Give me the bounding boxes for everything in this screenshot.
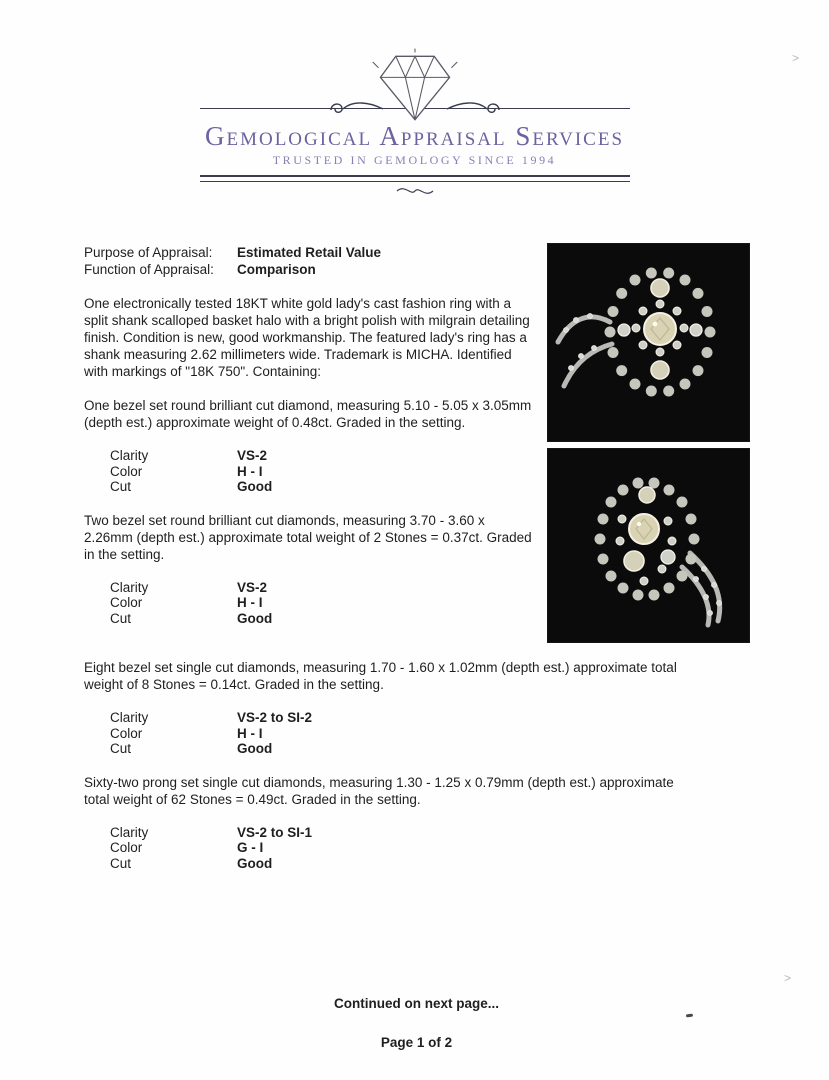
stone-1-grade-table — [110, 448, 536, 495]
scan-artifact: > — [792, 51, 800, 65]
stone-3-grade-table — [110, 710, 749, 757]
company-tagline: TRUSTED IN GEMOLOGY SINCE 1994 — [272, 153, 557, 167]
color-value: H - I — [237, 725, 263, 741]
color-label: Color — [110, 595, 143, 610]
grade-row — [110, 464, 536, 480]
color-value: G - I — [237, 840, 264, 855]
function-value: Comparison — [237, 262, 316, 277]
color-label: Color — [110, 725, 143, 741]
function-label: Function of Appraisal: — [84, 262, 214, 277]
color-label: Color — [110, 463, 143, 479]
clarity-label: Clarity — [110, 824, 149, 840]
purpose-value: Estimated Retail Value — [237, 245, 382, 260]
document-footer — [84, 995, 749, 1051]
ring-photo-2 — [548, 449, 749, 642]
color-label: Color — [110, 840, 143, 855]
cut-label: Cut — [110, 741, 132, 756]
stone-4-description: Sixty-two prong set single cut diamonds, measuring 1.30 - 1.25 x 0.79mm (depth est.) approximate total weight of 62 Stones = 0.49ct. Graded in the setting. — [84, 774, 674, 807]
stone-4-grade-table — [110, 825, 749, 872]
stone-2-description: Two bezel set round brilliant cut diamonds, measuring 3.70 - 3.60 x 2.26mm (depth est.) approximate total weight of 2 Stones = 0.37ct. Graded in the setting. — [84, 512, 532, 562]
grade-row — [110, 825, 749, 841]
scan-artifact: > — [784, 971, 792, 985]
grade-row — [110, 611, 536, 627]
ring-photo-1 — [548, 244, 749, 441]
ring-description: One electronically tested 18KT white gold lady's cast fashion ring with a split shank scalloped basket halo with a bright polish with milgrain detailing finish. Condition is new, good workmanship. The featured lady's ring has a shank measuring 2.62 millimeters wide. Trademark is MICHA. Identified with markings of "18K 750". Containing: — [84, 296, 530, 379]
grade-row — [110, 840, 749, 856]
grade-row — [110, 479, 536, 495]
clarity-value: VS-2 to SI-1 — [237, 824, 313, 840]
cut-value: Good — [237, 479, 273, 494]
grade-row — [110, 710, 749, 726]
company-title: Gemological Appraisal Services — [204, 121, 625, 151]
cut-value: Good — [237, 855, 273, 871]
cut-value: Good — [237, 741, 273, 756]
color-value: H - I — [237, 595, 263, 610]
grade-row — [110, 856, 749, 872]
cut-label: Cut — [110, 479, 132, 494]
text-column — [84, 244, 536, 626]
stone-1-description: One bezel set round brilliant cut diamond, measuring 5.10 - 5.05 x 3.05mm (depth est.) approximate weight of 0.48ct. Graded in the setting. — [84, 398, 532, 430]
document-header — [200, 0, 630, 200]
grade-row — [110, 741, 749, 757]
photo-column — [548, 244, 749, 642]
clarity-label: Clarity — [110, 710, 149, 725]
clarity-value: VS-2 — [237, 579, 268, 595]
document-body — [0, 200, 829, 1051]
grade-row — [110, 595, 536, 611]
stone-3-description: Eight bezel set single cut diamonds, measuring 1.70 - 1.60 x 1.02mm (depth est.) approximate total weight of 8 Stones = 0.14ct. Graded in the setting. — [84, 660, 677, 692]
page-number: Page 1 of 2 — [380, 1035, 453, 1050]
flourish-ornament — [200, 183, 630, 200]
diamond-logo-icon — [367, 48, 463, 130]
header-rule-bottom — [200, 175, 630, 182]
clarity-label: Clarity — [110, 448, 149, 463]
clarity-value: VS-2 to SI-2 — [237, 710, 313, 725]
continued-note: Continued on next page... — [334, 996, 499, 1011]
stone-2-grade-table — [110, 580, 536, 627]
grade-row — [110, 448, 536, 464]
cut-label: Cut — [110, 610, 132, 626]
clarity-label: Clarity — [110, 579, 149, 595]
clarity-value: VS-2 — [237, 448, 268, 463]
grade-row — [110, 580, 536, 596]
color-value: H - I — [237, 463, 263, 479]
cut-label: Cut — [110, 855, 132, 871]
appraisal-purpose-row — [84, 244, 536, 261]
cut-value: Good — [237, 610, 273, 626]
purpose-label: Purpose of Appraisal: — [84, 245, 213, 260]
appraisal-function-row — [84, 261, 536, 278]
grade-row — [110, 726, 749, 742]
